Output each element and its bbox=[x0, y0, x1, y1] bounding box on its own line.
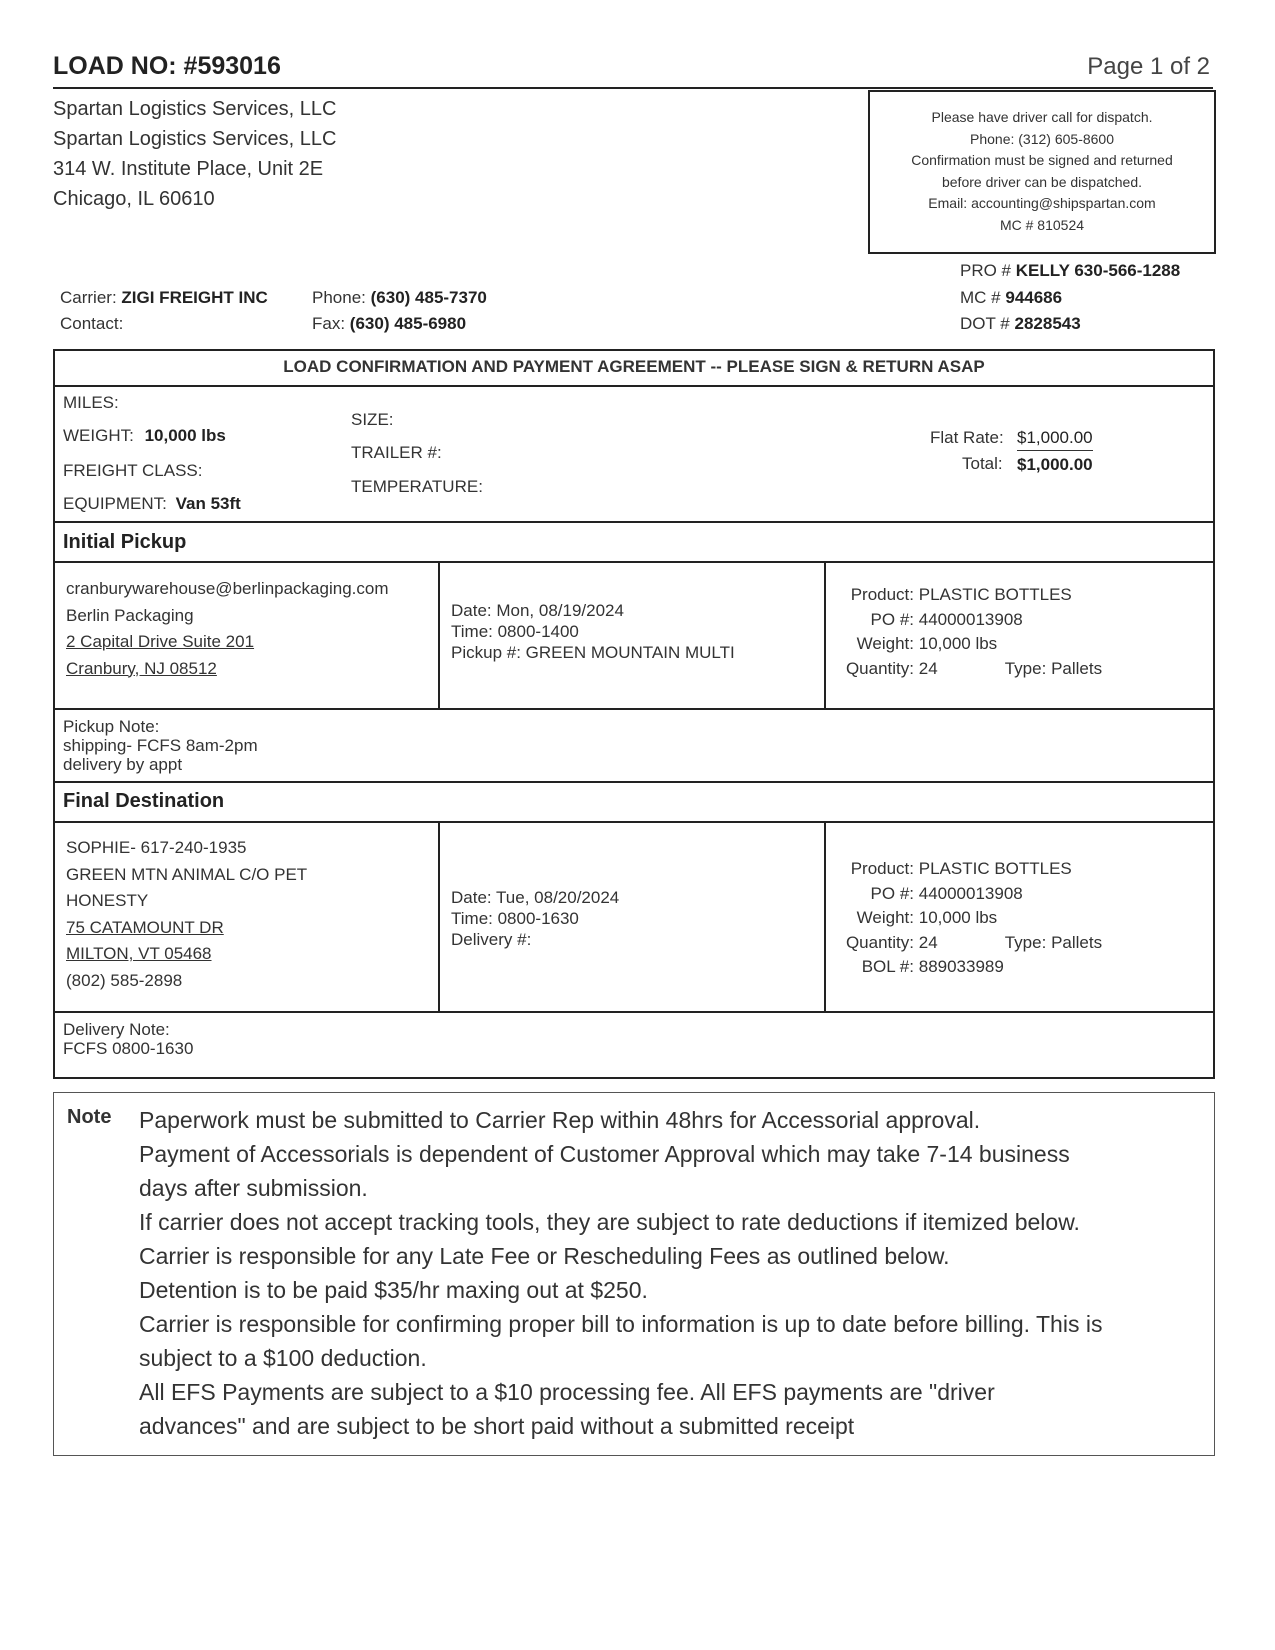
label: PO #: bbox=[870, 609, 914, 629]
equipment-label: EQUIPMENT: bbox=[63, 494, 167, 513]
broker-line: 314 W. Institute Place, Unit 2E bbox=[53, 158, 324, 180]
destination-product: PLASTIC BOTTLES bbox=[918, 859, 1072, 878]
pickup-note-line: delivery by appt bbox=[63, 755, 183, 774]
label: Weight: bbox=[856, 908, 914, 927]
page-indicator: Page 1 of 2 bbox=[1087, 53, 1210, 80]
miles-label: MILES: bbox=[63, 393, 119, 412]
weight-label: WEIGHT: bbox=[63, 426, 134, 445]
divider bbox=[53, 708, 1215, 710]
flat-rate-label: Flat Rate: bbox=[930, 428, 1004, 447]
pickup-note-line: shipping- FCFS 8am-2pm bbox=[63, 736, 258, 755]
carrier-value: ZIGI FREIGHT INC bbox=[121, 288, 268, 307]
header-rule bbox=[53, 87, 1213, 89]
label: Weight: bbox=[856, 634, 914, 653]
divider bbox=[824, 561, 826, 708]
pickup-weight: 10,000 lbs bbox=[918, 634, 998, 653]
pickup-note-label: Pickup Note: bbox=[63, 717, 160, 736]
notes-line: advances" and are subject to be short paid without a submitted receipt bbox=[139, 1413, 855, 1439]
notes-line: All EFS Payments are subject to a $10 processing fee. All EFS payments are "driver bbox=[139, 1379, 995, 1405]
phone-value: (630) 485-7370 bbox=[370, 288, 487, 307]
agreement-title: LOAD CONFIRMATION AND PAYMENT AGREEMENT -- PLEASE SIGN & RETURN ASAP bbox=[283, 357, 985, 376]
weight-field bbox=[63, 426, 226, 446]
broker-line: Spartan Logistics Services, LLC bbox=[53, 98, 337, 120]
mc-label: MC # bbox=[960, 288, 1001, 307]
destination-phone: (802) 585-2898 bbox=[66, 970, 183, 990]
carrier-label: Carrier: bbox=[60, 288, 117, 307]
size-label: SIZE: bbox=[351, 410, 394, 429]
notes-label: Note bbox=[67, 1106, 112, 1128]
pickup-schedule bbox=[451, 600, 735, 663]
pickup-product: PLASTIC BOTTLES bbox=[918, 585, 1072, 604]
carrier-fax bbox=[312, 314, 466, 334]
destination-name: HONESTY bbox=[66, 891, 149, 910]
label: Quantity: bbox=[845, 658, 914, 678]
pickup-section-title: Initial Pickup bbox=[63, 531, 187, 553]
dispatch-line: Email: accounting@shipspartan.com bbox=[928, 195, 1156, 211]
load-number: LOAD NO: #593016 bbox=[53, 52, 281, 80]
destination-type: Pallets bbox=[1051, 932, 1103, 952]
dispatch-line: Confirmation must be signed and returned bbox=[911, 152, 1173, 168]
carrier-contact bbox=[60, 314, 123, 334]
notes-line: Carrier is responsible for confirming proper bill to information is up to date before billing. This is bbox=[139, 1311, 1103, 1337]
label: Product: bbox=[850, 859, 914, 878]
destination-time: Time: 0800-1630 bbox=[451, 909, 579, 928]
label: Product: bbox=[850, 585, 914, 604]
notes-line: subject to a $100 deduction. bbox=[139, 1345, 427, 1371]
flat-rate-value: $1,000.00 bbox=[1017, 428, 1093, 451]
destination-name: GREEN MTN ANIMAL C/O PET bbox=[66, 864, 308, 884]
dot-label: DOT # bbox=[960, 314, 1010, 333]
destination-consignee bbox=[66, 835, 307, 994]
equipment-value: Van 53ft bbox=[175, 494, 241, 513]
notes-line: Paperwork must be submitted to Carrier Rep within 48hrs for Accessorial approval. bbox=[139, 1107, 981, 1133]
dispatch-line: before driver can be dispatched. bbox=[941, 173, 1142, 190]
notes-line: Payment of Accessorials is dependent of Customer Approval which may take 7-14 business bbox=[139, 1141, 1070, 1167]
label: BOL #: bbox=[861, 957, 914, 976]
notes-line: If carrier does not accept tracking tools, they are subject to rate deductions if itemized below. bbox=[139, 1209, 1080, 1235]
pickup-quantity: 24 bbox=[918, 658, 938, 678]
dispatch-line: MC # 810524 bbox=[999, 216, 1085, 233]
broker-line: Spartan Logistics Services, LLC bbox=[53, 128, 337, 150]
destination-section-title: Final Destination bbox=[63, 790, 225, 812]
destination-delivery-number: Delivery #: bbox=[451, 930, 532, 949]
divider bbox=[438, 821, 440, 1011]
pickup-po: 44000013908 bbox=[918, 609, 1023, 629]
destination-weight: 10,000 lbs bbox=[918, 908, 998, 927]
delivery-note bbox=[63, 1020, 193, 1058]
dispatch-info-box bbox=[868, 90, 1216, 254]
notes-line: Detention is to be paid $35/hr maxing out at $250. bbox=[139, 1277, 648, 1303]
pickup-email: cranburywarehouse@berlinpackaging.com bbox=[66, 579, 389, 598]
label: PO #: bbox=[870, 883, 914, 903]
divider bbox=[824, 821, 826, 1011]
destination-address-line1: 75 CATAMOUNT DR bbox=[66, 917, 224, 937]
broker-line: Chicago, IL 60610 bbox=[53, 188, 215, 210]
contact-label: Contact: bbox=[60, 314, 124, 333]
label: Type: bbox=[1004, 658, 1047, 678]
destination-contact: SOPHIE- 617-240-1935 bbox=[66, 838, 247, 857]
carrier-dot bbox=[960, 314, 1081, 334]
pickup-address-line1: 2 Capital Drive Suite 201 bbox=[66, 632, 255, 651]
carrier-phone bbox=[312, 288, 487, 308]
carrier-pro bbox=[960, 261, 1180, 281]
divider bbox=[53, 781, 1215, 783]
weight-value: 10,000 lbs bbox=[144, 426, 226, 445]
notes-line: days after submission. bbox=[139, 1175, 368, 1201]
freight-class-field bbox=[63, 461, 203, 481]
destination-schedule bbox=[451, 887, 619, 950]
pro-label: PRO # bbox=[960, 261, 1012, 280]
pickup-shipper bbox=[66, 576, 389, 682]
destination-po: 44000013908 bbox=[918, 883, 1023, 903]
broker-address bbox=[53, 94, 336, 214]
equipment-field bbox=[63, 494, 241, 514]
pickup-time: Time: 0800-1400 bbox=[451, 622, 579, 641]
destination-quantity: 24 bbox=[918, 932, 938, 952]
destination-product-details bbox=[830, 857, 1102, 980]
pickup-product-details bbox=[830, 583, 1102, 681]
divider bbox=[53, 385, 1215, 387]
divider bbox=[438, 561, 440, 708]
total-label: Total: bbox=[962, 454, 1003, 473]
pickup-note bbox=[63, 717, 258, 774]
divider bbox=[53, 521, 1215, 523]
label: Quantity: bbox=[845, 932, 914, 952]
delivery-note-label: Delivery Note: bbox=[63, 1020, 170, 1039]
pro-value: KELLY 630-566-1288 bbox=[1015, 261, 1181, 280]
total-value: $1,000.00 bbox=[1017, 455, 1093, 474]
pickup-date: Date: Mon, 08/19/2024 bbox=[451, 601, 624, 620]
destination-date: Date: Tue, 08/20/2024 bbox=[451, 888, 620, 907]
destination-bol: 889033989 bbox=[918, 957, 1004, 976]
label: Type: bbox=[1004, 932, 1047, 952]
freight-class-label: FREIGHT CLASS: bbox=[63, 461, 203, 480]
temperature-label: TEMPERATURE: bbox=[351, 477, 483, 496]
carrier-name bbox=[60, 288, 268, 308]
fax-value: (630) 485-6980 bbox=[349, 314, 467, 333]
dispatch-line: Phone: (312) 605-8600 bbox=[970, 130, 1114, 147]
pickup-name: Berlin Packaging bbox=[66, 605, 194, 625]
delivery-note-line: FCFS 0800-1630 bbox=[63, 1039, 194, 1058]
trailer-label: TRAILER #: bbox=[351, 443, 442, 462]
pickup-type: Pallets bbox=[1051, 658, 1103, 678]
dispatch-line: Please have driver call for dispatch. bbox=[931, 109, 1153, 125]
divider bbox=[53, 821, 1215, 823]
notes-text bbox=[139, 1103, 1102, 1443]
carrier-mc bbox=[960, 288, 1062, 308]
miles-field bbox=[63, 393, 119, 413]
dot-value: 2828543 bbox=[1014, 314, 1081, 333]
destination-address-line2: MILTON, VT 05468 bbox=[66, 944, 212, 963]
divider bbox=[53, 1011, 1215, 1013]
phone-label: Phone: bbox=[312, 288, 366, 307]
mc-value: 944686 bbox=[1005, 288, 1063, 307]
fax-label: Fax: bbox=[312, 314, 346, 333]
divider bbox=[53, 561, 1215, 563]
pickup-number: Pickup #: GREEN MOUNTAIN MULTI bbox=[451, 643, 735, 662]
pickup-address-line2: Cranbury, NJ 08512 bbox=[66, 658, 217, 678]
notes-line: Carrier is responsible for any Late Fee or Rescheduling Fees as outlined below. bbox=[139, 1243, 950, 1269]
